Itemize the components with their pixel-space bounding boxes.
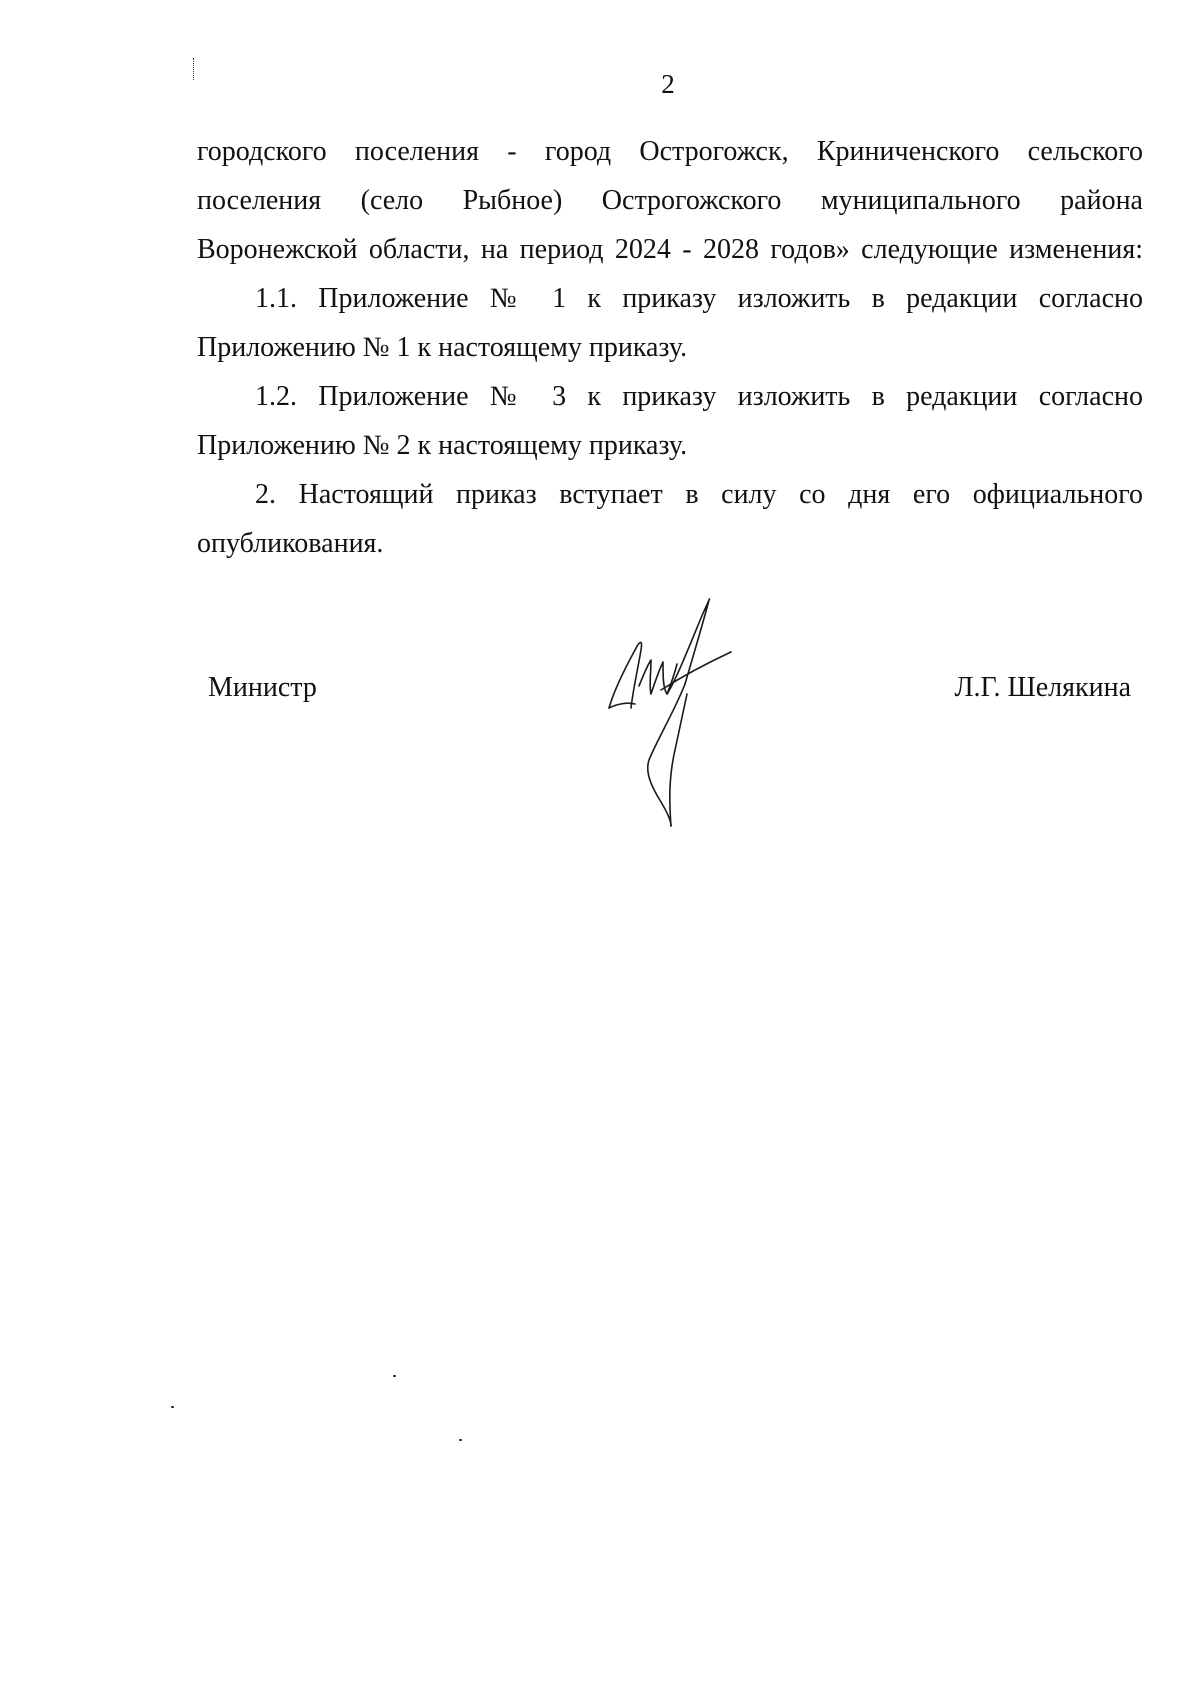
scan-speck xyxy=(459,1439,462,1441)
text-line: Приложению № 2 к настоящему приказу. xyxy=(197,430,688,461)
text-line: городского поселения - город Острогожск, Криниченского сельского xyxy=(197,136,1143,167)
scan-speck xyxy=(393,1375,396,1377)
handwritten-signature-icon xyxy=(605,590,765,830)
signer-name: Л.Г. Шелякина xyxy=(954,672,1131,703)
document-body xyxy=(197,127,1143,568)
paragraph-continuation xyxy=(197,127,1143,274)
signer-position: Министр xyxy=(208,672,317,703)
text-line: 1.1. Приложение № 1 к приказу изложить в редакции согласно xyxy=(255,283,1143,314)
text-line: Приложению № 1 к настоящему приказу. xyxy=(197,332,688,363)
text-line: 1.2. Приложение № 3 к приказу изложить в редакции согласно xyxy=(255,381,1143,412)
paragraph-item-1-2 xyxy=(197,372,1143,470)
text-line: поселения (село Рыбное) Острогожского муниципального района xyxy=(197,185,1143,216)
text-line: 2. Настоящий приказ вступает в силу со дня его официального xyxy=(255,479,1143,510)
page-number: 2 xyxy=(661,69,675,99)
paragraph-item-1-1 xyxy=(197,274,1143,372)
paragraph-item-2 xyxy=(197,470,1143,568)
scan-speck xyxy=(171,1406,174,1408)
text-line: опубликования. xyxy=(197,528,384,559)
signature-block xyxy=(0,590,1200,830)
text-line: Воронежской области, на период 2024 - 2028 годов» следующие изменения: xyxy=(197,234,1143,265)
